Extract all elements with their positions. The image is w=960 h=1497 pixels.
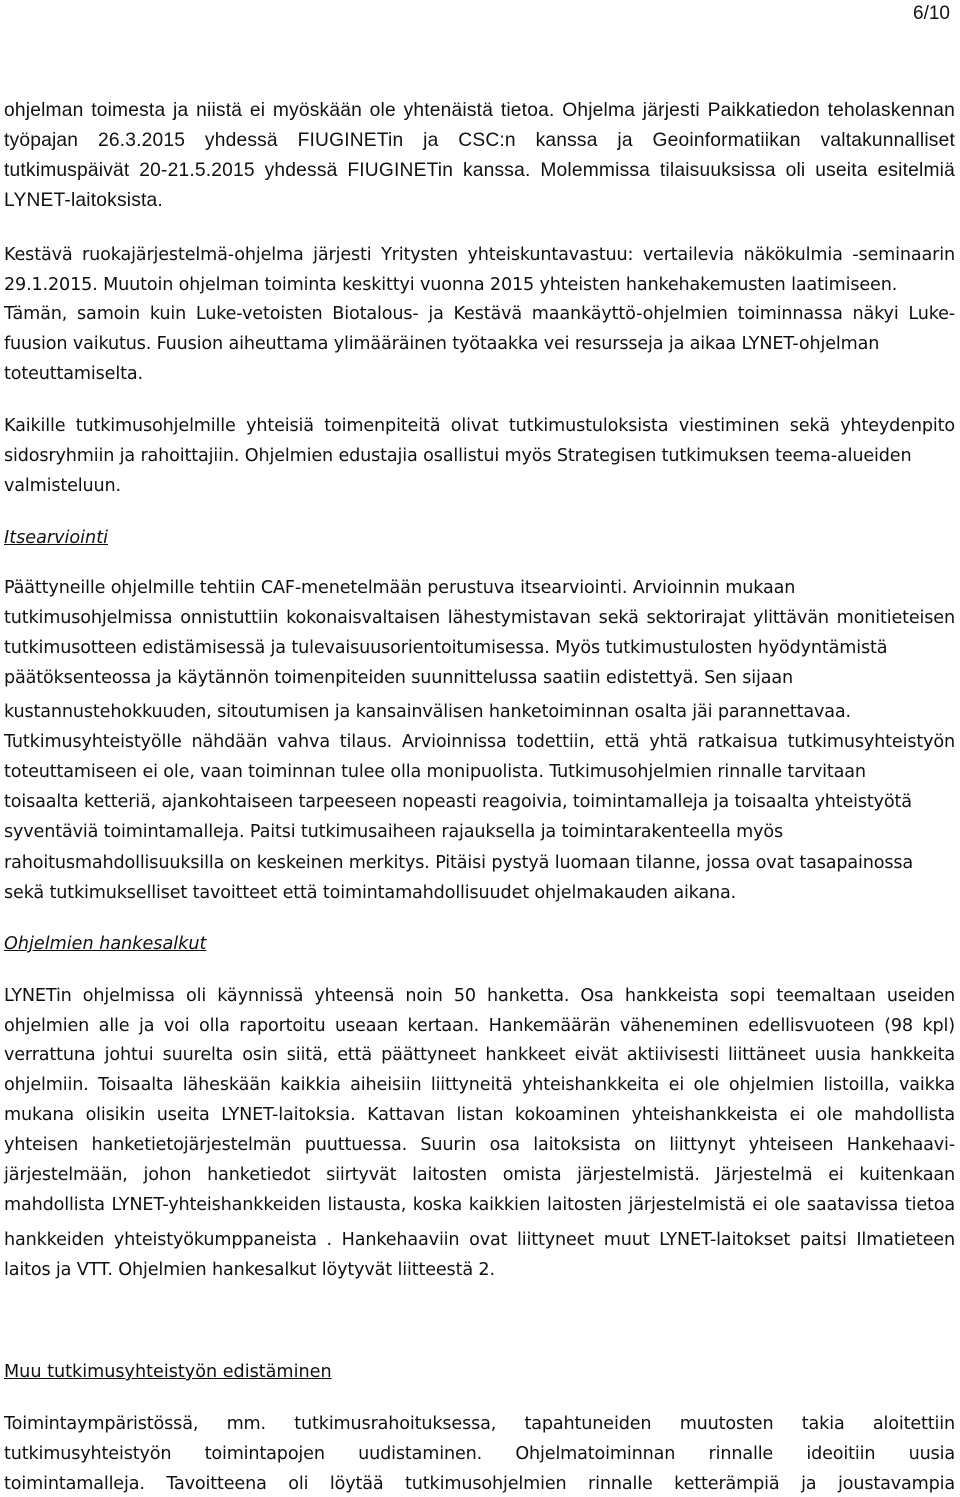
text-line: ohjelmien alle ja voi olla raportoitu useaan kertaan. Hankemäärän väheneminen edellisvuoteen (98 kpl) — [4, 1016, 955, 1036]
text-line: järjestelmään, johon hanketiedot siirtyvät laitosten omista järjestelmistä. Järjestelmä ei kuitenkaan — [4, 1165, 955, 1185]
text-line: toisaalta ketteriä, ajankohtaiseen tarpeeseen nopeasti reagoivia, toimintamalleja ja toisaalta yhteistyötä — [4, 792, 912, 812]
text-line: toteuttamiseen ei ole, vaan toiminnan tulee olla monipuolista. Tutkimusohjelmien rinnalle tarvitaan — [4, 762, 866, 782]
text-line: laitos ja VTT. Ohjelmien hankesalkut löytyvät liitteestä 2. — [4, 1260, 495, 1280]
text-line: valmisteluun. — [4, 476, 121, 496]
text-line: verrattuna johtui suurelta osin siitä, että päättyneet hankkeet eivät aktiivisesti liittäneet uusia hankkeita — [4, 1045, 955, 1065]
text-line: sekä tutkimukselliset tavoitteet että toimintamahdollisuudet ohjelmakauden aikana. — [4, 883, 737, 903]
section-heading-muu-yhteistyo: Muu tutkimusyhteistyön edistäminen — [4, 1362, 332, 1382]
text-line: ohjelmiin. Toisaalta läheskään kaikkia aiheisiin liittyneitä yhteishankkeita ei ole ohjelmien listoilla, vaikka — [4, 1075, 955, 1095]
text-line: LYNETin ohjelmissa oli käynnissä yhteensä noin 50 hanketta. Osa hankkeista sopi teemaltaan useiden — [4, 986, 955, 1006]
page-number: 6/10 — [913, 3, 950, 24]
text-line: Tutkimusyhteistyölle nähdään vahva tilaus. Arvioinnissa todettiin, että yhtä ratkaisua tutkimusyhteistyön — [4, 732, 955, 752]
text-line: Tämän, samoin kuin Luke-vetoisten Biotalous- ja Kestävä maankäyttö-ohjelmien toiminnassa näkyi Luke- — [4, 304, 955, 324]
text-line: tutkimusohjelmissa onnistuttiin kokonaisvaltaisen lähestymistavan sekä sektorirajat ylittävän monitieteisen — [4, 608, 955, 628]
text-line: Kaikille tutkimusohjelmille yhteisiä toimenpiteitä olivat tutkimustuloksista viestiminen sekä yhteydenpito — [4, 416, 955, 436]
text-line: tutkimusyhteistyön toimintapojen uudistaminen. Ohjelmatoiminnan rinnalle ideoitiin uusia — [4, 1444, 955, 1464]
text-line: toimintamalleja. Tavoitteena oli löytää tutkimusohjelmien rinnalle ketterämpiä ja joustavampia — [4, 1474, 955, 1494]
text-line: toteuttamiselta. — [4, 364, 143, 384]
text-line: mahdollista LYNET-yhteishankkeiden listausta, koska kaikkien laitosten järjestelmistä ei ole saatavissa tietoa — [4, 1195, 955, 1215]
text-line: Kestävä ruokajärjestelmä-ohjelma järjesti Yritysten yhteiskuntavastuu: vertailevia näkökulmia -seminaarin — [4, 245, 955, 265]
text-line: fuusion vaikutus. Fuusion aiheuttama ylimääräinen työtaakka vei resursseja ja aikaa LYNET-ohjelman — [4, 334, 880, 354]
text-line: tutkimuspäivät 20-21.5.2015 yhdessä FIUGINETin kanssa. Molemmissa tilaisuuksissa oli useita esitelmiä — [4, 160, 955, 181]
text-line: syventäviä toimintamalleja. Paitsi tutkimusaiheen rajauksella ja toimintarakenteella myös — [4, 822, 784, 842]
text-line: Päättyneille ohjelmille tehtiin CAF-menetelmään perustuva itsearviointi. Arvioinnin mukaan — [4, 578, 796, 598]
text-line: ohjelman toimesta ja niistä ei myöskään ole yhtenäistä tietoa. Ohjelma järjesti Paikkatiedon teholaskennan — [4, 100, 955, 121]
text-line: LYNET-laitoksista. — [4, 190, 163, 211]
text-line: yhteisen hanketietojärjestelmän puuttuessa. Suurin osa laitoksista on liittynyt yhteiseen Hankehaavi- — [4, 1135, 955, 1155]
text-line: mukana olisikin useita LYNET-laitoksia. Kattavan listan kokoaminen yhteishankkeista ei ole mahdollista — [4, 1105, 955, 1125]
text-line: Toimintaympäristössä, mm. tutkimusrahoituksessa, tapahtuneiden muutosten takia aloitettiin — [4, 1414, 955, 1434]
text-line: 29.1.2015. Muutoin ohjelman toiminta keskittyi vuonna 2015 yhteisten hankehakemusten laatimiseen. — [4, 275, 898, 295]
text-line: päätöksenteossa ja käytännön toimenpiteiden suunnittelussa saatiin edistettyä. Sen sijaan — [4, 668, 793, 688]
section-heading-hankesalkut: Ohjelmien hankesalkut — [4, 934, 207, 954]
text-line: kustannustehokkuuden, sitoutumisen ja kansainvälisen hanketoiminnan osalta jäi parannettavaa. — [4, 702, 851, 722]
section-heading-itsearviointi: Itsearviointi — [4, 528, 108, 548]
text-line: sidosryhmiin ja rahoittajiin. Ohjelmien edustajia osallistui myös Strategisen tutkimuksen teema-alueiden — [4, 446, 912, 466]
text-line: rahoitusmahdollisuuksilla on keskeinen merkitys. Pitäisi pystyä luomaan tilanne, jossa ovat tasapainossa — [4, 853, 914, 873]
text-line: tutkimusotteen edistämisessä ja tulevaisuusorientoitumisessa. Myös tutkimustulosten hyödyntämistä — [4, 638, 888, 658]
text-line: hankkeiden yhteistyökumppaneista . Hankehaaviin ovat liittyneet muut LYNET-laitokset paitsi Ilmatieteen — [4, 1230, 955, 1250]
text-line: työpajan 26.3.2015 yhdessä FIUGINETin ja CSC:n kanssa ja Geoinformatiikan valtakunnalliset — [4, 130, 955, 151]
